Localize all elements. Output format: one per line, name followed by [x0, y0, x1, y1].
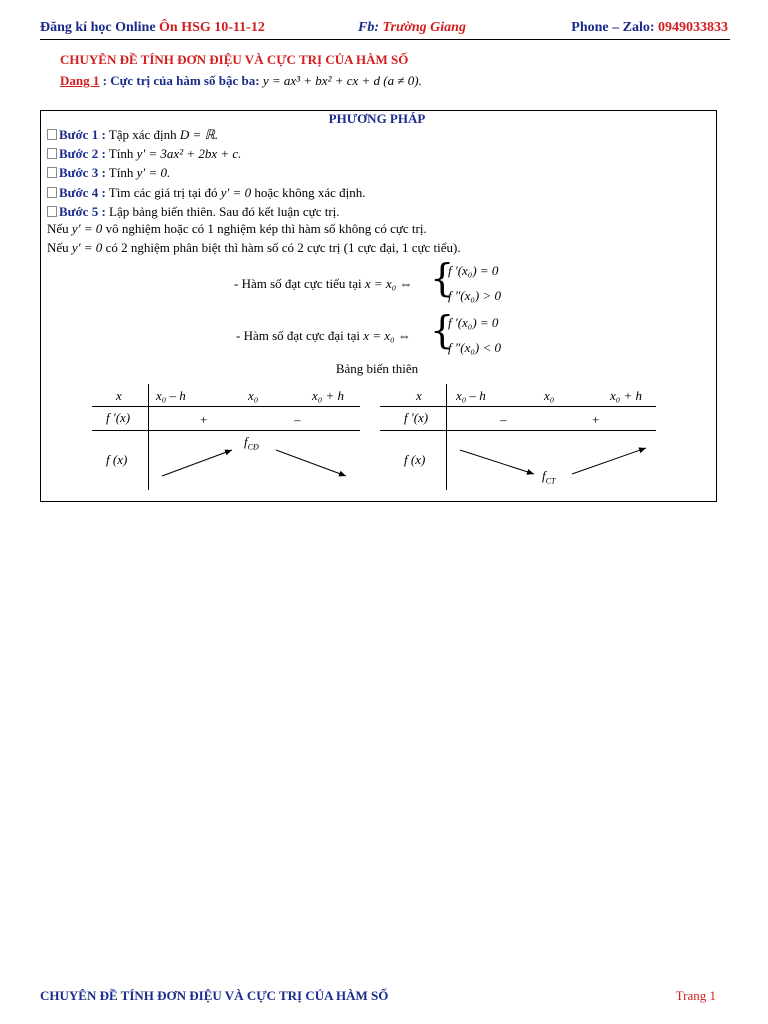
step-4: Bước 4 : Tìm các giá trị tại đó y′ = 0 hoặc không xác định. — [47, 185, 366, 201]
header-facebook: Fb: Trường Giang — [358, 20, 466, 35]
table-x-left: x₀ – h — [156, 388, 186, 403]
step-3: Bước 3 : Tính y′ = 0. — [47, 165, 170, 181]
variation-arrows — [380, 384, 656, 494]
checkbox-icon — [47, 167, 57, 178]
checkbox-icon — [47, 187, 57, 198]
section-heading: Dang 1 : Cực trị của hàm số bậc ba: y = ax³ + bx² + cx + d (a ≠ 0). — [60, 73, 422, 88]
table-x-right: x₀ + h — [312, 388, 345, 403]
table-function-label: f (x) — [106, 452, 128, 467]
max-condition-second: f ″(x₀) < 0 — [448, 340, 501, 355]
decreasing-arrow — [276, 450, 346, 476]
footer-title: CHUYÊN ĐỀ TÍNH ĐƠN ĐIỆU VÀ CỰC TRỊ CỦA HÀM SỐ — [40, 988, 389, 1003]
min-condition-first: f ′(x₀) = 0 — [448, 263, 499, 278]
document-title: CHUYÊN ĐỀ TÍNH ĐƠN ĐIỆU VÀ CỰC TRỊ CỦA HÀM SỐ — [60, 52, 409, 67]
max-condition-first: f ′(x₀) = 0 — [448, 315, 499, 330]
table-x-left: x₀ – h — [456, 388, 486, 403]
step-1: Bước 1 : Tập xác định D = ℝ. — [47, 127, 218, 143]
table-function-label: f (x) — [404, 452, 426, 467]
header-divider — [40, 39, 730, 40]
brace-symbol: { — [430, 256, 455, 300]
variation-table-min — [380, 384, 656, 494]
table-sign-right: – — [294, 412, 301, 427]
table-x-label: x — [416, 388, 422, 403]
increasing-arrow — [162, 450, 232, 476]
increasing-arrow — [572, 448, 646, 474]
method-heading: PHƯƠNG PHÁP — [328, 111, 426, 126]
variation-arrows — [92, 384, 360, 494]
table-derivative-label: f ′(x) — [106, 410, 131, 425]
checkbox-icon — [47, 148, 57, 159]
table-sign-left: + — [200, 412, 208, 427]
page-header — [40, 20, 728, 40]
header-phone: Phone – Zalo: 0949033833 — [571, 20, 728, 35]
variation-table-title: Bảng biến thiên — [335, 361, 419, 376]
table-sign-right: + — [592, 412, 600, 427]
page-number: Trang 1 — [675, 988, 716, 1003]
brace-symbol: { — [430, 308, 455, 352]
table-x-center: x₀ — [544, 388, 555, 403]
step-5: Bước 5 : Lập bảng biến thiên. Sau đó kết luận cực trị. — [47, 204, 340, 220]
checkbox-icon — [47, 206, 57, 217]
min-condition-second: f ″(x₀) > 0 — [448, 288, 501, 303]
note-no-extrema: Nếu y′ = 0 vô nghiệm hoặc có 1 nghiệm kép thì hàm số không có cực trị. — [47, 221, 427, 236]
note-two-extrema: Nếu y′ = 0 có 2 nghiệm phân biệt thì hàm số có 2 cực trị (1 cực đại, 1 cực tiểu). — [47, 240, 461, 255]
decreasing-arrow — [460, 450, 534, 474]
table-sign-left: – — [500, 412, 507, 427]
max-condition: - Hàm số đạt cực đại tại x = x₀ ⇔ — [236, 328, 411, 343]
table-x-center: x₀ — [248, 388, 259, 403]
table-extremum-label: $f_{CT}$ — [542, 468, 556, 486]
table-x-right: x₀ + h — [610, 388, 643, 403]
table-extremum-label: $f_{CĐ}$ — [244, 434, 259, 452]
step-2: Bước 2 : Tính y' = 3ax² + 2bx + c. — [47, 146, 241, 162]
table-derivative-label: f ′(x) — [404, 410, 429, 425]
header-course: Đăng kí học Online Ôn HSG 10-11-12 — [40, 20, 265, 35]
checkbox-icon — [47, 129, 57, 140]
table-x-label: x — [116, 388, 122, 403]
min-condition: - Hàm số đạt cực tiểu tại x = x₀ ⇔ — [234, 276, 413, 291]
variation-table-max — [92, 384, 360, 494]
